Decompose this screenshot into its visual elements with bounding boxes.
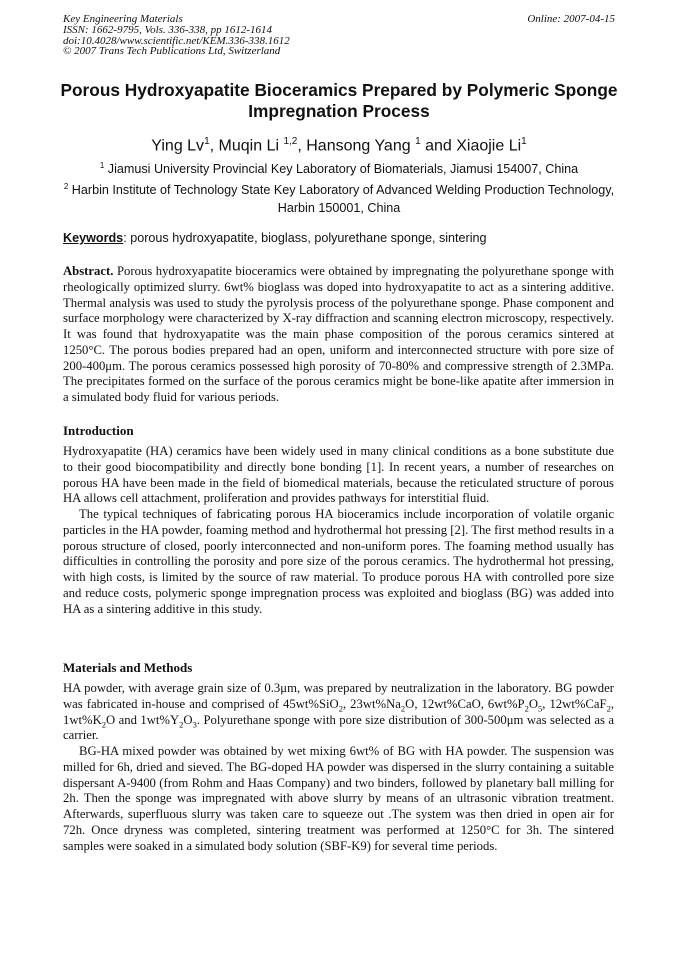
- paragraph: BG-HA mixed powder was obtained by wet mixing 6wt% of BG with HA powder. The suspension was milled for 6h, dried and sieved. The BG-doped HA powder was dispersed in the slurry containing a suitable dispersant A-9400 (from Rohm and Haas Company) and two binders, followed by planetary ball milling for 2h. Then the sponge was impregnated with above slurry by means of an ultrasonic vibration treatment. Afterwards, superfluous slurry was taken care to squeeze out .The system was then dried in open air for 72h. Once dryness was completed, sintering treatment was performed at 1250°C for 3h. The sintered samples were soaked in a simulated body solution (SBF-K9) for several time periods.: [63, 744, 614, 853]
- introduction-body: [63, 444, 614, 617]
- abstract: [63, 264, 614, 406]
- journal-header: [63, 14, 615, 57]
- section-heading-methods: Materials and Methods: [63, 660, 193, 675]
- text-run: O: [183, 712, 193, 727]
- author-separator: ,: [297, 137, 307, 155]
- keywords-label: Keywords: [63, 231, 124, 245]
- subscript: 2: [179, 719, 184, 730]
- subscript: 2: [606, 703, 611, 714]
- author-name: Xiaojie Li: [456, 137, 522, 155]
- author-name: Muqin Li: [218, 137, 284, 155]
- text-run: O and 1wt%Y: [106, 712, 180, 727]
- text-run: HA powder, with average grain size of 0.3μm, was prepared by neutralization in the laboratory. BG powder was fabricated in-house and comprised of 45wt%SiO: [63, 681, 614, 711]
- paper-title: Porous Hydroxyapatite Bioceramics Prepared by Polymeric Sponge Impregnation Process: [60, 80, 618, 121]
- affiliation-2: [55, 178, 623, 217]
- text-run: , 23wt%Na: [342, 696, 401, 711]
- paragraph: Hydroxyapatite (HA) ceramics have been widely used in many clinical conditions as a bone substitute due to their good biocompatibility and directly bone bonding [1]. In recent years, a number of researches on porous HA have been made in the field of biomedical materials, because the reticulated structure of porous HA allows cell attachment, proliferation and provides pathways for interstitial fluid.: [63, 444, 614, 506]
- journal-name: Key Engineering Materials: [63, 13, 183, 25]
- subscript: 2: [101, 719, 107, 730]
- author-list: [40, 136, 638, 155]
- text-run: , 12wt%CaF: [542, 696, 607, 711]
- affiliation-marker: 1: [99, 161, 105, 170]
- affiliation-1: [55, 157, 623, 178]
- affiliation-marker: 2: [63, 182, 69, 191]
- author-affiliation-marker: 1: [204, 136, 210, 147]
- author-name: Ying Lv: [151, 137, 205, 155]
- paragraph: [63, 681, 614, 744]
- issn: ISSN: 1662-9795, Vols. 336-338, pp 1612-1614: [63, 23, 272, 36]
- text-run: , 1wt%K: [63, 696, 614, 727]
- author-affiliation-marker: 1: [415, 136, 421, 147]
- subscript: 3: [192, 719, 197, 730]
- abstract-label: Abstract.: [63, 264, 114, 278]
- text-run: O: [528, 696, 539, 711]
- affiliation-text: Jiamusi University Provincial Key Laboratory of Biomaterials, Jiamusi 154007, China: [104, 162, 579, 177]
- subscript: 2: [524, 703, 529, 714]
- text-run: O, 12wt%CaO, 6wt%P: [405, 696, 525, 711]
- online-date: Online: 2007-04-15: [527, 13, 615, 25]
- methods-body: [63, 681, 614, 854]
- abstract-text: Porous hydroxyapatite bioceramics were obtained by impregnating the polyurethane sponge with rheologically optimized slurry. 6wt% bioglass was doped into hydroxyapatite to act as a sintering additive. Thermal analysis was used to study the pyrolysis process of the polyurethane sponge. Phase component and surface morphology were characterized by X-ray diffraction and scanning electron microscopy, respectively. It was found that hydroxyapatite was the main phase composition of the porous ceramics sintered at 1250°C. The porous bodies prepared had an open, uniform and interconnected structure with pore size of 200-400μm. The porous ceramics possessed high porosity of 70-80% and compressive strength of 2.3MPa. The precipitates formed on the surface of the porous ceramics might be bone-like apatite after immersion in a simulated body fluid for various periods.: [63, 264, 614, 404]
- author-affiliation-marker: 1,2: [283, 136, 298, 147]
- text-run: . Polyurethane sponge with pore size distribution of 300-500μm was selected as a carrier.: [63, 712, 614, 743]
- copyright: © 2007 Trans Tech Publications Ltd, Switzerland: [63, 45, 281, 58]
- paragraph: The typical techniques of fabricating porous HA bioceramics include incorporation of volatile organic particles in the HA powder, foaming method and hydrothermal hot pressing [2]. The first method results in a porous structure of closed, poorly interconnected and non-uniform pores. The foaming method usually has difficulties in controlling the porosity and pore size of the porous ceramics. The hydrothermal hot pressing, with high costs, is limited by the source of raw material. To produce porous HA with controlled pore size and reduce costs, polymeric sponge impregnation process was exploited and bioglass (BG) was added into HA as a sintering additive in this study.: [63, 507, 614, 616]
- doi: doi:10.4028/www.scientific.net/KEM.336-338.1612: [63, 34, 290, 47]
- keywords-text: : porous hydroxyapatite, bioglass, polyurethane sponge, sintering: [123, 231, 487, 245]
- author-separator: ,: [209, 137, 219, 155]
- keywords: [63, 231, 487, 245]
- section-heading-introduction: Introduction: [63, 423, 134, 438]
- subscript: 5: [538, 703, 543, 714]
- author-affiliation-marker: 1: [521, 136, 527, 147]
- author-separator: and: [420, 137, 457, 155]
- subscript: 2: [400, 703, 406, 714]
- subscript: 2: [338, 703, 343, 714]
- affiliation-text: Harbin Institute of Technology State Key Laboratory of Advanced Welding Production Technology, Harbin 150001, China: [68, 183, 615, 216]
- author-name: Hansong Yang: [306, 137, 416, 155]
